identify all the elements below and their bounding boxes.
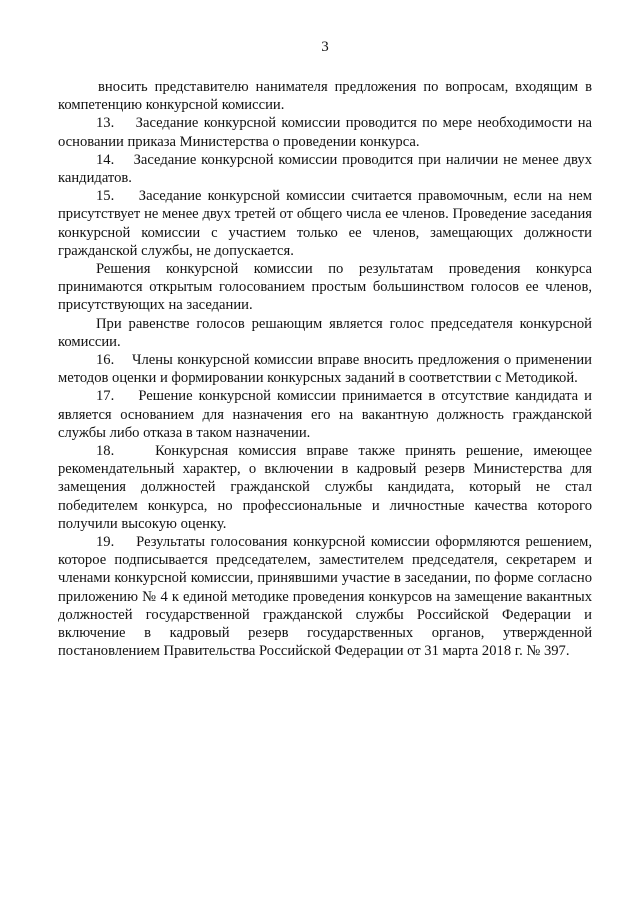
document-body bbox=[58, 78, 592, 661]
paragraph-12-continuation: вносить представителю нанимателя предложения по вопросам, входящим в компетенцию конкурсной комиссии. bbox=[58, 79, 592, 114]
paragraph-14: 14. Заседание конкурсной комиссии проводится при наличии не менее двух кандидатов. bbox=[58, 151, 592, 187]
paragraph-16: 16. Члены конкурсной комиссии вправе вносить предложения о применении методов оценки и формировании конкурсных заданий в соответствии с Методикой. bbox=[58, 352, 592, 387]
paragraph-17: 17. Решение конкурсной комиссии принимается в отсутствие кандидата и является основанием для назначения его на вакантную должность гражданской службы либо отказа в таком назначении. bbox=[58, 388, 592, 441]
paragraph-19: 19. Результаты голосования конкурсной комиссии оформляются решением, которое подписывается председателем, заместителем председателя, секретарем и членами конкурсной комиссии, принявшими участие в заседании, по форме согласно приложению № 4 к единой методике проведения конкурсов на замещение вакантных должностей государственной гражданской службы Российской Федерации и включение в кадровый резерв государственных органов, утвержденной постановлением Правительства Российской Федерации от 31 марта 2018 г. № 397. bbox=[58, 534, 592, 660]
page-number: 3 bbox=[321, 39, 329, 55]
paragraph-18: 18. Конкурсная комиссия вправе также принять решение, имеющее рекомендательный характер, о включении в кадровый резерв Министерства для замещения должностей гражданской службы кандидата, который не стал победителем конкурса, но профессиональные и личностные качества которого получили высокую оценку. bbox=[58, 443, 592, 532]
paragraph-15-decisions: Решения конкурсной комиссии по результатам проведения конкурса принимаются открытым голосованием простым большинством голосов ее членов, присутствующих на заседании. bbox=[58, 261, 592, 314]
paragraph-13: 13. Заседание конкурсной комиссии проводится по мере необходимости на основании приказа Министерства о проведении конкурса. bbox=[58, 115, 592, 150]
paragraph-15-tie-vote: При равенстве голосов решающим является голос председателя конкурсной комиссии. bbox=[58, 315, 592, 350]
paragraph-15: 15. Заседание конкурсной комиссии считается правомочным, если на нем присутствует не менее двух третей от общего числа ее членов. Проведение заседания конкурсной комиссии с участием только ее членов, замещающих должности гражданской службы, не допускается. bbox=[58, 188, 592, 259]
